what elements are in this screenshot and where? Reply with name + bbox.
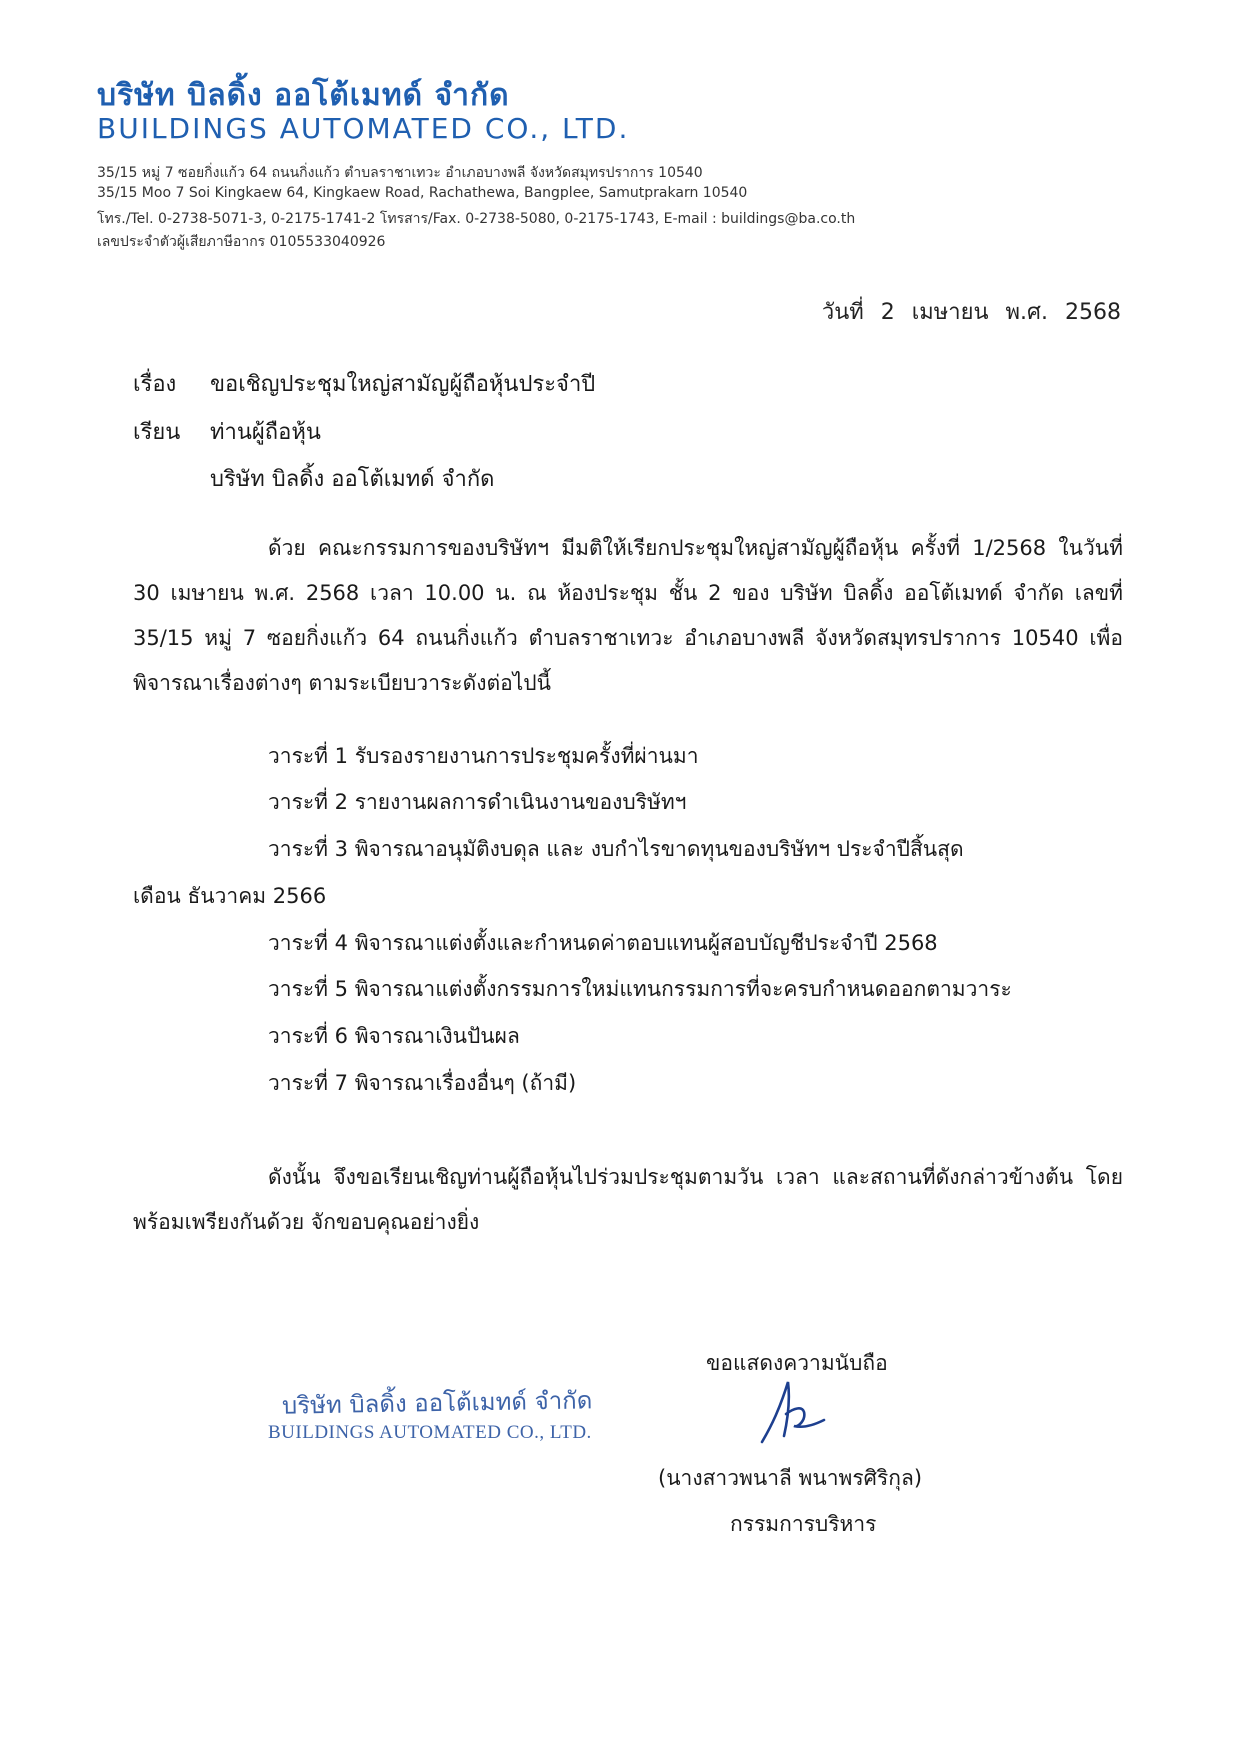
- subject-text: ขอเชิญประชุมใหญ่สามัญผู้ถือหุ้นประจำปี: [210, 372, 596, 397]
- sign-off-closing: ขอแสดงความนับถือ: [706, 1351, 888, 1375]
- company-stamp-thai: บริษัท บิลดิ้ง ออโต้เมทด์ จำกัด: [281, 1386, 593, 1420]
- agenda-item-3-continued: เดือน ธันวาคม 2566: [133, 884, 327, 908]
- signer-position: กรรมการบริหาร: [730, 1512, 877, 1536]
- closing-paragraph: ดังนั้น จึงขอเรียนเชิญท่านผู้ถือหุ้นไปร่วมประชุมตามวัน เวลา และสถานที่ดังกล่าวข้างต้น โดยพร้อมเพรียงกันด้วย จักขอบคุณอย่างยิ่ง: [133, 1165, 1123, 1234]
- company-stamp-english: BUILDINGS AUTOMATED CO., LTD.: [268, 1422, 592, 1443]
- company-name-english: BUILDINGS AUTOMATED CO., LTD.: [97, 112, 630, 145]
- recipient-line-2: บริษัท บิลดิ้ง ออโต้เมทด์ จำกัด: [210, 467, 495, 492]
- agenda-item-5: วาระที่ 5 พิจารณาแต่งตั้งกรรมการใหม่แทนกรรมการที่จะครบกำหนดออกตามวาระ: [268, 977, 1012, 1001]
- company-name-thai: บริษัท บิลดิ้ง ออโต้เมทด์ จำกัด: [97, 78, 510, 113]
- handwritten-signature: [750, 1370, 840, 1450]
- agenda-item-4: วาระที่ 4 พิจารณาแต่งตั้งและกำหนดค่าตอบแทนผู้สอบบัญชีประจำปี 2568: [268, 931, 938, 955]
- signer-name: (นางสาวพนาลี พนาพรศิริกุล): [658, 1466, 923, 1490]
- agenda-item-1: วาระที่ 1 รับรองรายงานการประชุมครั้งที่ผ่านมา: [268, 744, 699, 768]
- address-english: 35/15 Moo 7 Soi Kingkaew 64, Kingkaew Road, Rachathewa, Bangplee, Samutprakarn 10540: [97, 185, 748, 201]
- contact-info: โทร./Tel. 0-2738-5071-3, 0-2175-1741-2 โทรสาร/Fax. 0-2738-5080, 0-2175-1743, E-mail : buildings@ba.co.th: [97, 211, 856, 227]
- agenda-item-7: วาระที่ 7 พิจารณาเรื่องอื่นๆ (ถ้ามี): [268, 1071, 577, 1095]
- recipient-label: เรียน: [133, 420, 181, 445]
- agenda-item-2: วาระที่ 2 รายงานผลการดำเนินงานของบริษัทฯ: [268, 790, 687, 814]
- recipient-line-1: ท่านผู้ถือหุ้น: [210, 420, 321, 445]
- address-thai: 35/15 หมู่ 7 ซอยกิ่งแก้ว 64 ถนนกิ่งแก้ว ตำบลราชาเทวะ อำเภอบางพลี จังหวัดสมุทรปราการ 10540: [97, 165, 703, 181]
- letter-date: วันที่ 2 เมษายน พ.ศ. 2568: [821, 300, 1121, 325]
- agenda-item-3: วาระที่ 3 พิจารณาอนุมัติงบดุล และ งบกำไรขาดทุนของบริษัทฯ ประจำปีสิ้นสุด: [268, 837, 964, 861]
- intro-paragraph: ด้วย คณะกรรมการของบริษัทฯ มีมติให้เรียกประชุมใหญ่สามัญผู้ถือหุ้น ครั้งที่ 1/2568 ในวันที่ 30 เมษายน พ.ศ. 2568 เวลา 10.00 น. ณ ห้องประชุม ชั้น 2 ของ บริษัท บิลดิ้ง ออโต้เมทด์ จำกัด เลขที่ 35/15 หมู่ 7 ซอยกิ่งแก้ว 64 ถนนกิ่งแก้ว ตำบลราชาเทวะ อำเภอบางพลี จังหวัดสมุทรปราการ 10540 เพื่อพิจารณาเรื่องต่างๆ ตามระเบียบวาระดังต่อไปนี้: [133, 536, 1123, 695]
- agenda-item-6: วาระที่ 6 พิจารณาเงินปันผล: [268, 1024, 520, 1048]
- subject-label: เรื่อง: [133, 372, 177, 397]
- tax-id: เลขประจำตัวผู้เสียภาษีอากร 0105533040926: [97, 234, 386, 250]
